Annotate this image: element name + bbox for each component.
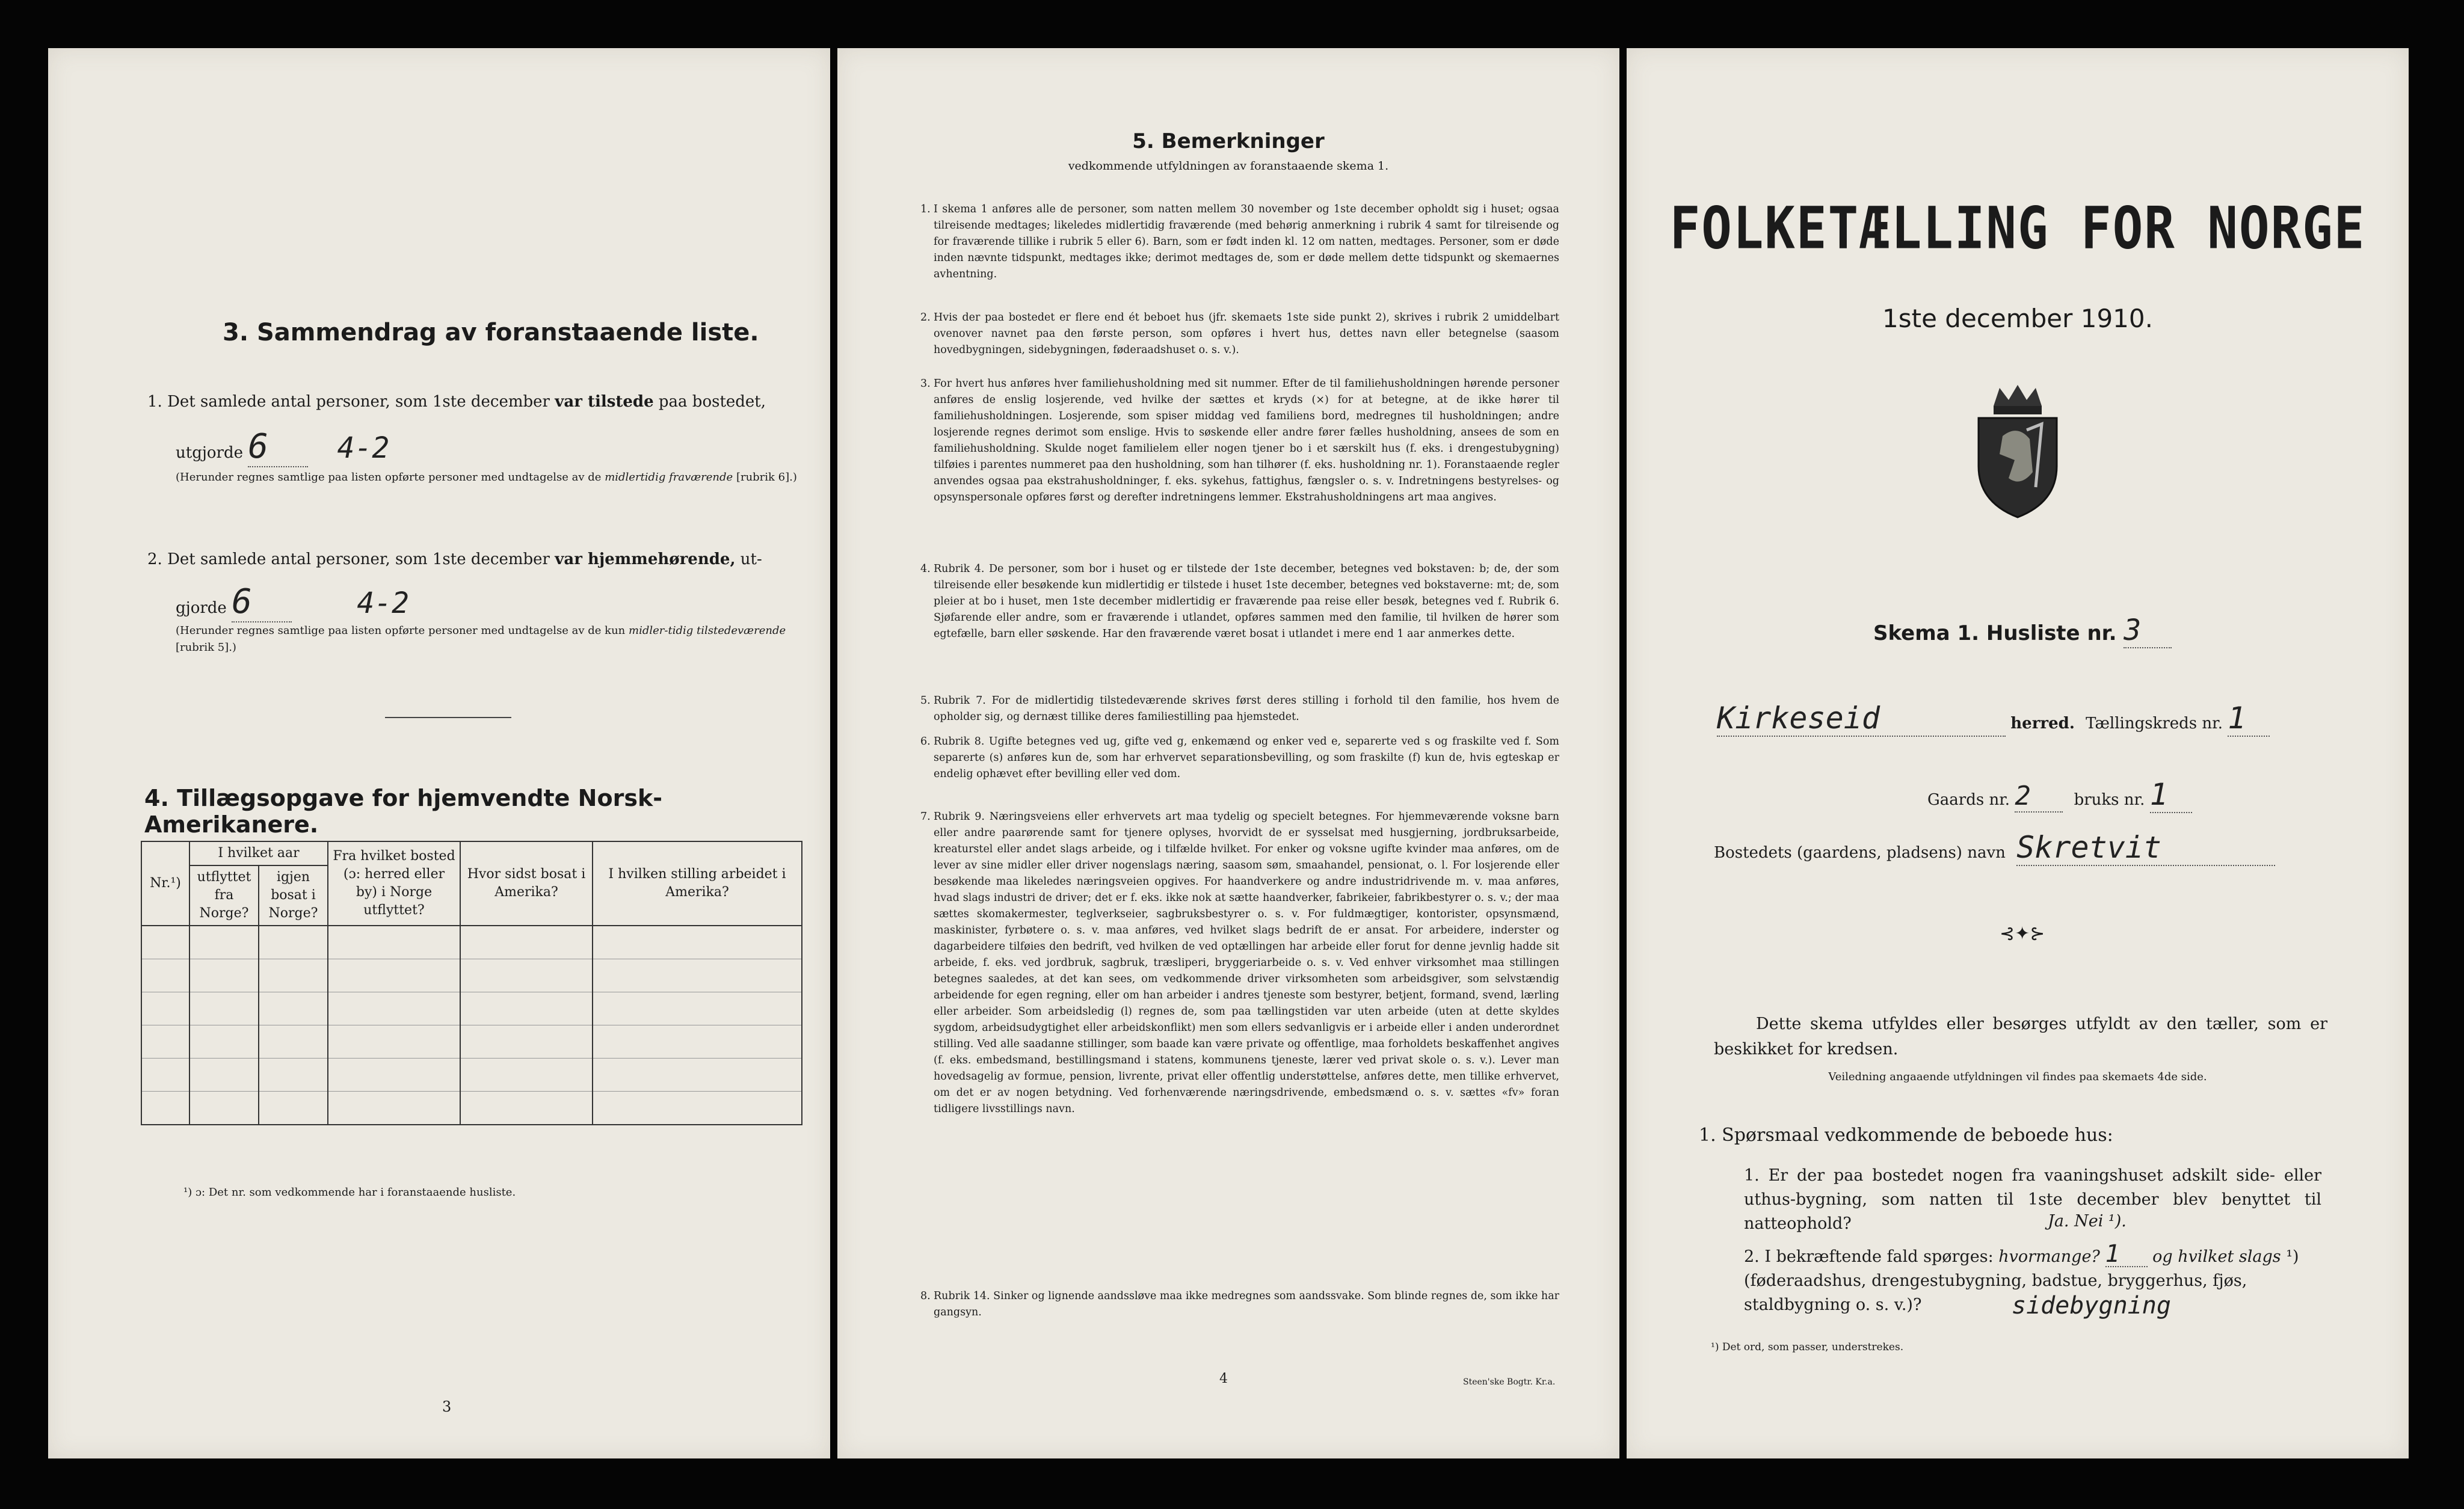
- handwritten-present-count: 6: [248, 427, 308, 467]
- summary-q2-utgjorde: gjorde 6 4-2: [176, 582, 410, 621]
- summary-q1: 1. Det samlede antal personer, som 1ste december var tilstede paa bostedet,: [147, 393, 766, 411]
- table-row: [141, 926, 802, 959]
- remark-item-8: 8. Rubrik 14. Sinker og lignende aandssløve maa ikke medregnes som aandssvake. Som blinde regnes de, som ikke har gangsyn.: [920, 1290, 1559, 1318]
- table-row: [141, 992, 802, 1025]
- handwritten-present-breakdown: 4-2: [337, 431, 390, 465]
- summary-q1-utgjorde: utgjorde 6 4-2: [176, 427, 390, 466]
- col-herred: Fra hvilket bosted (ɔ: herred eller by) i Norge utflyttet?: [328, 841, 460, 926]
- husliste-number: 3: [2124, 613, 2172, 648]
- section-3-title: 3. Sammendrag av foranstaaende liste.: [223, 319, 759, 346]
- table-footnote: ¹) ɔ: Det nr. som vedkommende har i foranstaaende husliste.: [183, 1186, 516, 1199]
- bosted-value: Skretvit: [2016, 830, 2275, 866]
- bosted-line: Bostedets (gaardens, pladsens) navn Skretvit: [1714, 830, 2275, 866]
- table-row: [141, 959, 802, 992]
- summary-q1-note: (Herunder regnes samtlige paa listen opførte personer med undtagelse av de midlertidig fraværende [rubrik 6].): [176, 471, 797, 484]
- question-2: 2. I bekræftende fald spørges: hvormange? 1 og hvilket slags ¹) (føderaadshus, drengestubygning, badstue, bryggerhus, fjøs, staldbygning o. s. v.)?: [1744, 1240, 2299, 1314]
- question-heading: 1. Spørsmaal vedkommende de beboede hus:: [1699, 1125, 2113, 1146]
- cover-footnote: ¹) Det ord, som passer, understrekes.: [1711, 1341, 1904, 1353]
- remark-item-2: 2. Hvis der paa bostedet er flere end ét beboet hus (jfr. skemaets 1ste side punkt 2), skrives i rubrik 2 umiddelbart ovenover navnet paa den første person, som opføres i hvert hus, dettes navn eller betegnelse (saasom hovedbygningen, sidebygningen, føderaadshuset o. s. v.).: [920, 312, 1559, 356]
- col-year: I hvilket aar: [189, 841, 328, 865]
- col-bosat: Hvor sidst bosat i Amerika?: [460, 841, 593, 926]
- krets-value: 1: [2228, 701, 2270, 737]
- col-igjen: igjen bosat i Norge?: [259, 865, 328, 926]
- page-4: [837, 48, 1619, 1458]
- gaards-line: Gaards nr. 2 bruks nr. 1: [1927, 777, 2192, 813]
- remarks-subtitle: vedkommende utfyldningen av foranstaaende skema 1.: [1068, 159, 1389, 173]
- skema-husliste: Skema 1. Husliste nr. 3: [1873, 613, 2172, 648]
- remark-item-4: 4. Rubrik 4. De personer, som bor i huset og er tilstede der 1ste december, betegnes ved bokstaven: b; de, der som tilreisende eller besøkende kun midlertidig er tilstede i huset 1ste december, betegnes ved bokstaverne: mt; de, som pleier at bo i huset, men 1ste december midlertidig er fraværende paa reise eller besøk, betegnes ved f. Rubrik 6. Sjøfarende eller andre, som er fraværende i utlandet, opføres sammen med den familie, til hvilken de hører som egtefælle, barn eller søskende. Har den fraværende været bosat i utlandet i mere end 1 aar anmerkes dette.: [920, 563, 1559, 640]
- summary-q2: 2. Det samlede antal personer, som 1ste december var hjemmehørende, ut-: [147, 550, 762, 568]
- table-row: [141, 1025, 802, 1059]
- summary-q2-note: (Herunder regnes samtlige paa listen opførte personer med undtagelse av de kun midler-tidig tilstedeværende [rubrik 5].): [176, 624, 786, 654]
- herred-line: Kirkeseid herred. Tællingskreds nr. 1: [1717, 701, 2270, 737]
- remarks-title: 5. Bemerkninger: [1132, 129, 1325, 153]
- section-4-title: 4. Tillægsopgave for hjemvendte Norsk-Amerikanere.: [144, 785, 662, 838]
- ornament: ⊰✦⊱: [2000, 923, 2045, 944]
- question-1-answer: Ja. Nei ¹).: [2048, 1212, 2127, 1231]
- question-1: 1. Er der paa bostedet nogen fra vaaningshuset adskilt side- eller uthus-bygning, som natten til 1ste december blev benyttet til natteophold?: [1744, 1166, 2321, 1233]
- remark-item-5: 5. Rubrik 7. For de midlertidig tilstedeværende skrives først deres stilling i forhold til den familie, hos hvem de opholder sig, og dernæst tillike deres familiestilling paa hjemstedet.: [920, 695, 1559, 723]
- handwritten-resident-count: 6: [232, 582, 292, 622]
- norsk-amerikanere-table: [141, 841, 802, 1125]
- col-nr: Nr.¹): [141, 841, 189, 926]
- question-2-count: 1: [2105, 1242, 2148, 1267]
- remark-item-1: 1. I skema 1 anføres alle de personer, som natten mellem 30 november og 1ste december opholdt sig i huset; ogsaa tilreisende medtages; likeledes midlertidig fraværende (med behørig anmerkning i rubrik 4 samt for tilreisende og for fraværende tillike i rubrik 5 eller 6). Barn, som er født inden kl. 12 om natten, medtages. Personer, som er døde inden nævnte tidspunkt, medtages ikke; derimot medtages de, som er døde mellem dette tidspunkt og skemaernes avhentning.: [920, 203, 1559, 280]
- col-stilling: I hvilken stilling arbeidet i Amerika?: [593, 841, 802, 926]
- question-2-kind: sidebygning: [2012, 1292, 2171, 1320]
- census-date: 1ste december 1910.: [1882, 304, 2153, 333]
- divider: [385, 717, 511, 718]
- intro-text: Dette skema utfyldes eller besørges utfyldt av den tæller, som er beskikket for kredsen.: [1714, 1015, 2327, 1059]
- bruks-value: 1: [2150, 777, 2192, 813]
- handwritten-resident-breakdown: 4-2: [357, 586, 410, 620]
- page-number: 3: [442, 1398, 452, 1415]
- table-row: [141, 1092, 802, 1125]
- intro-small: Veiledning angaaende utfyldningen vil findes paa skemaets 4de side.: [1828, 1071, 2207, 1083]
- printer-mark: Steen'ske Bogtr. Kr.a.: [1463, 1377, 1556, 1387]
- remark-item-3: 3. For hvert hus anføres hver familiehusholdning med sit nummer. Efter de til familiehusholdningen hørende personer anføres de enslig losjerende, ved hvilke der sættes et kryds (×) for at betegne, at de ikke hører til familiehusholdningen. Losjerende, som spiser middag ved familiens bord, medregnes til husholdningen; andre losjerende regnes derimot som enslige. Hvis to søskende eller andre fører fælles husholdning, ansees de som en familiehusholdning. Skulde noget familielem eller nogen tjener bo i et særskilt hus (f. eks. i drengestubygning) tilføies i parentes nummeret paa den husholdning, som han tilhører (f. eks. husholdning nr. 1). Foranstaaende regler anvendes ogsaa paa ekstrahusholdninger, f. eks. sykehus, fattighus, fængsler o. s. v. Indretningens bestyrelses- og opsynspersonale opføres først og derefter indretningens lemmer. Ekstrahusholdningens art maa angives.: [920, 378, 1559, 503]
- herred-value: Kirkeseid: [1717, 701, 2006, 737]
- census-title: FOLKETÆLLING FOR NORGE: [1669, 194, 2366, 262]
- table-row: [141, 1059, 802, 1092]
- page-1-cover: [1627, 48, 2409, 1458]
- page-number: 4: [1219, 1371, 1228, 1386]
- col-utflyttet: utflyttet fra Norge?: [189, 865, 259, 926]
- page-3: [48, 48, 830, 1458]
- gaards-value: 2: [2015, 781, 2063, 813]
- norway-coat-of-arms-icon: [1967, 382, 2069, 520]
- remark-item-6: 6. Rubrik 8. Ugifte betegnes ved ug, gifte ved g, enkemænd og enker ved e, separerte ved s og fraskilte ved f. Som separerte (s) anføres kun de, som har erhvervet separationsbevilling, og som fraskilte (f) kun de, hvis egteskap er endelig ophævet efter bevilling eller ved dom.: [920, 736, 1559, 780]
- remark-item-7: 7. Rubrik 9. Næringsveiens eller erhvervets art maa tydelig og specielt betegnes. For hjemmeværende voksne barn eller andre paarørende samt for tjenere oplyses, hvorvidt de er sysselsat med husgjerning, jordbruksarbeide, kreaturstel eller andet slags arbeide, og i tilfælde hvilket. For enker og voksne ugifte kvinder maa anføres, om de lever av sine midler eller driver nogenslags næring, saasom søm, smaahandel, pensionat, o. l. For losjerende eller besøkende maa likeledes næringsveien opgives. For haandverkere og andre industridrivende m. v. maa anføres, hvad slags industri de driver; det er f. eks. ikke nok at sætte haandverker, fabrikeier, fabrikbestyrer o. s. v.; der maa sættes skomakermester, teglverkseier, sagbruksbestyrer o. s. v. For fuldmægtiger, kontorister, opsynsmænd, maskinister, fyrbøtere o. s. v. maa anføres, ved hvilket slags bedrift de er ansat. For arbeidere, inderster og dagarbeidere tilføies den bedrift, ved hvilken de ved optællingen har arbeide eller forut for denne jevnlig hadde sit arbeide, f. eks. ved jordbruk, sagbruk, træsliperi, bryggeriarbeide o. s. v. Ved enhver virksomhet maa stillingen betegnes saaledes, at det kan sees, om vedkommende driver virksomheten som arbeidsgiver, som selvstændig arbeidende for egen regning, eller om han arbeider i andres tjeneste som bestyrer, betjent, formand, svend, lærling eller arbeider. Som arbeidsledig (l) regnes de, som paa tællingstiden var uten arbeide (uten at dette skyldes sygdom, arbeidsudygtighet eller arbeidskonflikt) men som ellers sedvanligvis er i arbeide eller i anden underordnet stilling. Ved alle saadanne stillinger, som baade kan være private og offentlige, maa forholdets beskaffenhet angives (f. eks. embedsmand, bestillingsmand i statens, kommunens tjeneste, lærer ved privat skole o. s. v.). Lever man hovedsagelig av formue, pension, livrente, privat eller offentlig understøttelse, anføres dette, men tillike erhvervet, om det er av nogen betydning. Ved forhenværende næringsdrivende, embedsmænd o. s. v. sættes «fv» foran tidligere livsstillings navn.: [920, 811, 1559, 1115]
